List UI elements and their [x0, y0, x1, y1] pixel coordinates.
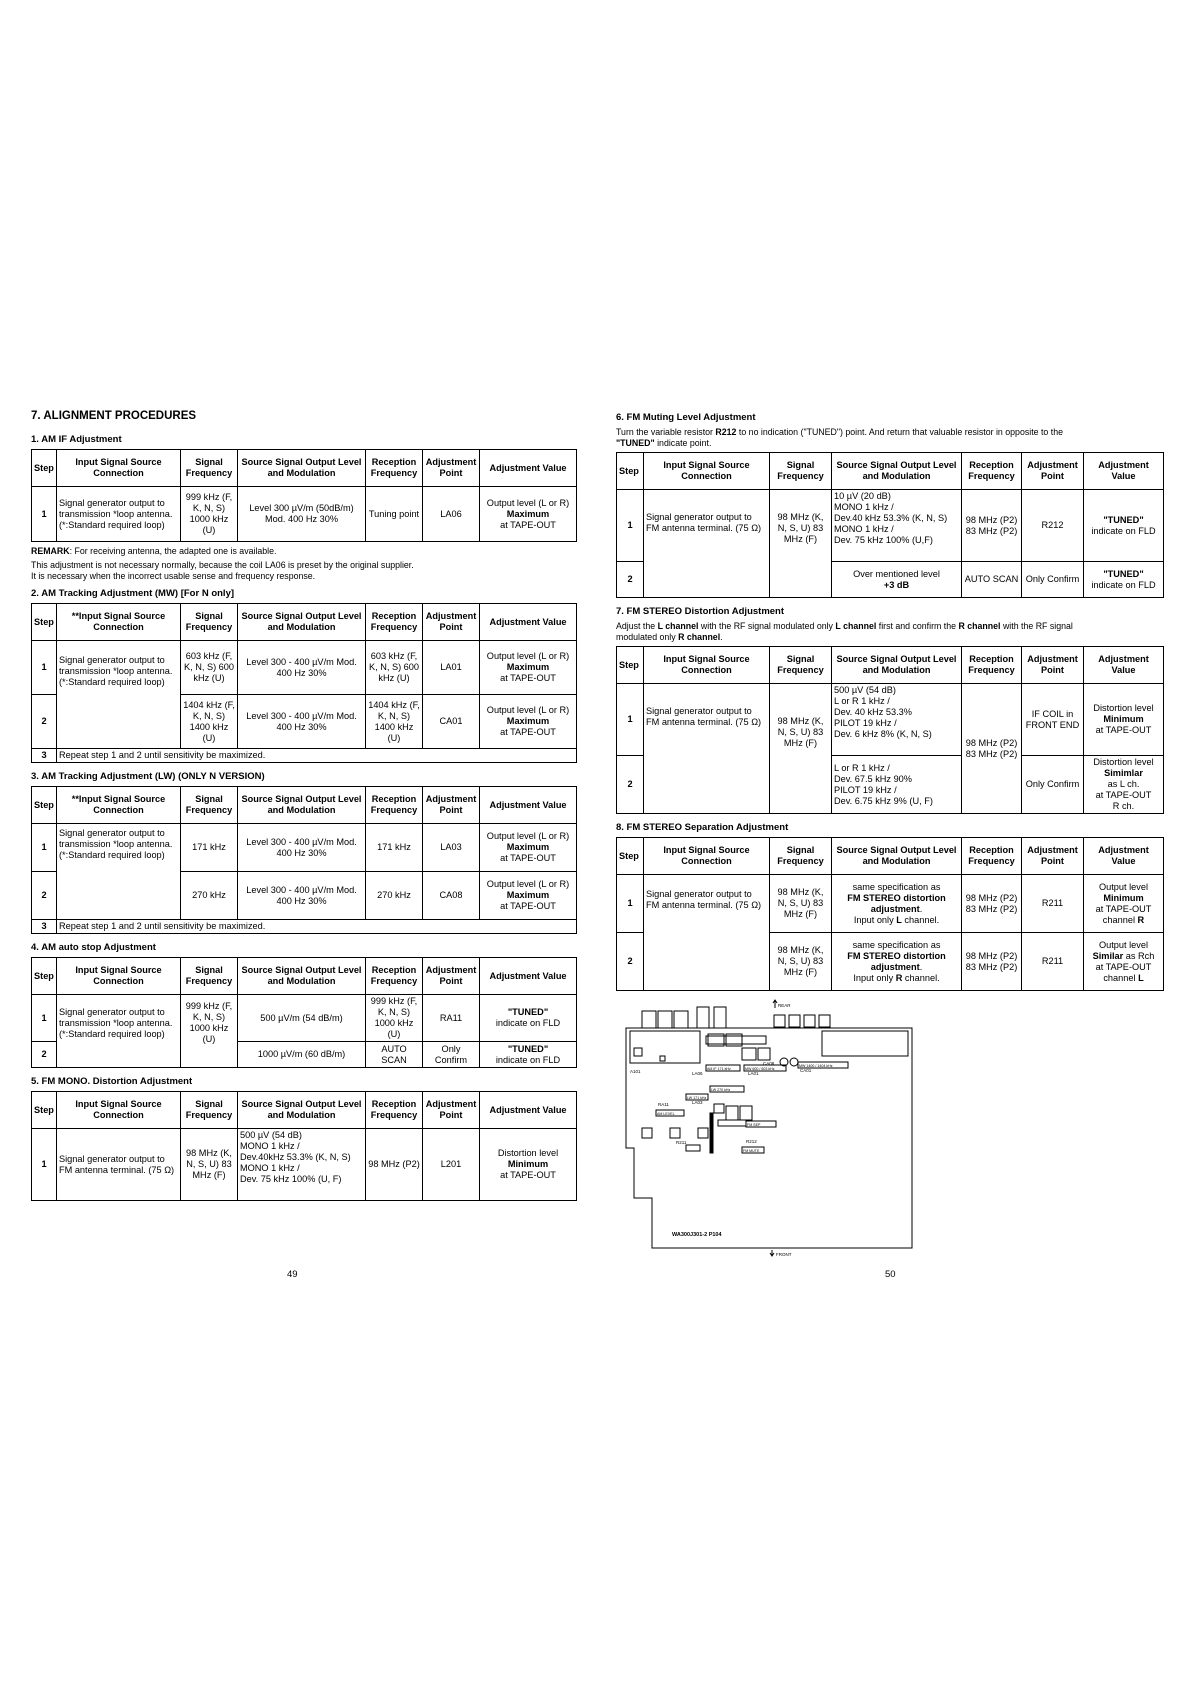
section-title-am-tracking-mw: 2. AM Tracking Adjustment (MW) [For N only] — [31, 588, 235, 599]
table-row: 2 1404 kHz (F, K, N, S) 1400 kHz (U) Level 300 - 400 µV/m Mod. 400 Hz 30% 1404 kHz (F, K, N, S) 1400 kHz (U) CA01 Output level (L or R) Maximum at TAPE-OUT — [32, 695, 577, 749]
svg-text:FM MUTE: FM MUTE — [743, 1149, 760, 1153]
table-row: 1 Signal generator output to transmission *loop antenna. (*:Standard required loop) 171 kHz Level 300 - 400 µV/m Mod. 400 Hz 30% 171 kHz LA03 Output level (L or R) Maximum at TAPE-OUT — [32, 824, 577, 872]
svg-text:RA11: RA11 — [658, 1102, 669, 1107]
table-row: 1 Signal generator output to transmission *loop antenna. (*:Standard required loop) 603 kHz (F, K, N, S) 600 kHz (U) Level 300 - 400 µV/m Mod. 400 Hz 30% 603 kHz (F, K, N, S) 600 kHz (U) LA01 Output level (L or R) Maximum at TAPE-OUT — [32, 641, 577, 695]
right-page — [616, 412, 1164, 999]
section-title-fm-muting: 6. FM Muting Level Adjustment — [616, 412, 756, 423]
table-header: Step Input Signal Source Connection Signal Frequency Source Signal Output Level and Modulation Reception Frequency Adjustment Point Adjustment Value — [617, 838, 1164, 875]
section-title-fm-stereo-separation: 8. FM STEREO Separation Adjustment — [616, 822, 789, 833]
svg-text:FM SEP: FM SEP — [747, 1123, 761, 1127]
section-title-am-if: 1. AM IF Adjustment — [31, 434, 122, 445]
table-am-auto-stop — [31, 957, 577, 1068]
table-row: 1 Signal generator output to FM antenna terminal. (75 Ω) 98 MHz (K, N, S, U) 83 MHz (F) same specification as FM STEREO distortion adjustment. Input only L channel. 98 MHz (P2) 83 MHz (P2) R211 Output level Minimum at TAPE-OUT channel R — [617, 875, 1164, 933]
svg-text:LA03: LA03 — [692, 1100, 703, 1105]
table-row: 2 98 MHz (K, N, S, U) 83 MHz (F) same specification as FM STEREO distortion adjustment. Input only R channel. 98 MHz (P2) 83 MHz (P2) R211 Output level Similar as Rch at TAPE-OUT channel L — [617, 933, 1164, 991]
table-row: 1 Signal generator output to transmission *loop antenna. (*:Standard required loop) 999 kHz (F, K, N, S) 1000 kHz (U) 500 µV/m (54 dB/m) 999 kHz (F, K, N, S) 1000 kHz (U) RA11 "TUNED" indicate on FLD — [32, 995, 577, 1042]
svg-text:A101: A101 — [630, 1069, 641, 1074]
table-header: Step Input Signal Source Connection Signal Frequency Source Signal Output Level and Modulation Reception Frequency Adjustment Point Adjustment Value — [617, 453, 1164, 490]
left-page — [31, 410, 577, 1209]
table-header: Step **Input Signal Source Connection Signal Frequency Source Signal Output Level and Modulation Reception Frequency Adjustment Point Adjustment Value — [32, 787, 577, 824]
table-am-if — [31, 449, 577, 542]
svg-text:AM IF 171 kHz: AM IF 171 kHz — [707, 1067, 731, 1071]
svg-text:LA01: LA01 — [748, 1071, 759, 1076]
rear-label: REAR — [778, 1003, 791, 1008]
svg-text:R211: R211 — [676, 1140, 687, 1145]
page-title: 7. ALIGNMENT PROCEDURES — [31, 410, 197, 422]
table-row: 1 Signal generator output to FM antenna terminal. (75 Ω) 98 MHz (K, N, S, U) 83 MHz (F) 10 µV (20 dB) MONO 1 kHz / Dev.40 kHz 53.3% (K, N, S) MONO 1 kHz / Dev. 75 kHz 100% (U,F) 98 MHz (P2) 83 MHz (P2) R212 "TUNED" indicate on FLD — [617, 490, 1164, 562]
note: This adjustment is not necessary normally, because the coil LA06 is preset by the original supplier. — [31, 560, 414, 570]
table-am-tracking-lw — [31, 786, 577, 934]
table-fm-mono — [31, 1091, 577, 1201]
table-row: 1 Signal generator output to transmission *loop antenna. (*:Standard required loop) 999 kHz (F, K, N, S) 1000 kHz (U) Level 300 µV/m (50dB/m) Mod. 400 Hz 30% Tuning point LA06 Output level (L or R) Maximum at TAPE-OUT — [32, 487, 577, 542]
section-title-fm-mono: 5. FM MONO. Distortion Adjustment — [31, 1076, 193, 1087]
section-title-am-tracking-lw: 3. AM Tracking Adjustment (LW) (ONLY N VERSION) — [31, 771, 265, 782]
table-row: 2 L or R 1 kHz / Dev. 67.5 kHz 90% PILOT 19 kHz / Dev. 6.75 kHz 9% (U, F) Only Confirm Distortion level Simimlar as L ch. at TAPE-OUT R ch. — [617, 756, 1164, 814]
section-title-am-auto-stop: 4. AM auto stop Adjustment — [31, 942, 156, 953]
table-header: Step Input Signal Source Connection Signal Frequency Source Signal Output Level and Modulation Reception Frequency Adjustment Point Adjustment Value — [32, 958, 577, 995]
instruction: Turn the variable resistor R212 to no indication ("TUNED") point. And return that valuable resistor in opposite to the "TUNED" indicate point. — [616, 427, 1063, 448]
svg-text:LA06: LA06 — [692, 1071, 703, 1076]
table-row: 2 Over mentioned level +3 dB AUTO SCAN Only Confirm "TUNED" indicate on FLD — [617, 562, 1164, 598]
table-row: 3 Repeat step 1 and 2 until sensitivity be maximized. — [32, 749, 577, 763]
front-label: FRONT — [776, 1252, 792, 1257]
page-number: 49 — [287, 1269, 298, 1280]
svg-text:LW 171 kHz: LW 171 kHz — [687, 1096, 707, 1100]
table-row: 2 270 kHz Level 300 - 400 µV/m Mod. 400 Hz 30% 270 kHz CA08 Output level (L or R) Maximum at TAPE-OUT — [32, 872, 577, 920]
page-number: 50 — [885, 1269, 896, 1280]
instruction: Adjust the L channel with the RF signal modulated only L channel first and confirm the R channel with the RF signal modulated only R channel. — [616, 621, 1073, 642]
svg-text:LW 270 kHz: LW 270 kHz — [711, 1088, 731, 1092]
table-am-tracking-mw — [31, 603, 577, 763]
table-header: Step Input Signal Source Connection Signal Frequency Source Signal Output Level and Modulation Reception Frequency Adjustment Point Adjustment Value — [32, 1092, 577, 1129]
svg-text:MW 1400 / 1404 kHz: MW 1400 / 1404 kHz — [799, 1064, 833, 1068]
table-fm-stereo-separation — [616, 837, 1164, 991]
table-row: 1 Signal generator output to FM antenna terminal. (75 Ω) 98 MHz (K, N, S, U) 83 MHz (F) 500 µV (54 dB) L or R 1 kHz / Dev. 40 kHz 53.3% PILOT 19 kHz / Dev. 6 kHz 8% (K, N, S) 98 MHz (P2) 83 MHz (P2) IF COIL in FRONT END Distortion level Minimum at TAPE-OUT — [617, 684, 1164, 756]
section-title-fm-stereo-distortion: 7. FM STEREO Distortion Adjustment — [616, 606, 785, 617]
svg-text:MW 600 / 603 kHz: MW 600 / 603 kHz — [745, 1067, 775, 1071]
table-row: 1 Signal generator output to FM antenna terminal. (75 Ω) 98 MHz (K, N, S, U) 83 MHz (F) 500 µV (54 dB) MONO 1 kHz / Dev.40kHz 53.3% (K, N, S) MONO 1 kHz / Dev. 75 kHz 100% (U, F) 98 MHz (P2) L201 Distortion level Minimum at TAPE-OUT — [32, 1129, 577, 1201]
board-label: WA300J301-2 P104 — [672, 1232, 722, 1238]
table-fm-muting — [616, 452, 1164, 598]
svg-text:R212: R212 — [746, 1139, 757, 1144]
table-row: 2 1000 µV/m (60 dB/m) AUTO SCAN Only Confirm "TUNED" indicate on FLD — [32, 1042, 577, 1068]
svg-text:CA01: CA01 — [800, 1068, 812, 1073]
pcb-layout-diagram — [622, 998, 920, 1258]
table-header: Step **Input Signal Source Connection Signal Frequency Source Signal Output Level and Modulation Reception Frequency Adjustment Point Adjustment Value — [32, 604, 577, 641]
table-header: Step Input Signal Source Connection Signal Frequency Source Signal Output Level and Modulation Reception Frequency Adjustment Point Adjustment Value — [32, 450, 577, 487]
table-header: Step Input Signal Source Connection Signal Frequency Source Signal Output Level and Modulation Reception Frequency Adjustment Point Adjustment Value — [617, 647, 1164, 684]
table-fm-stereo-distortion — [616, 646, 1164, 814]
note: It is necessary when the incorrect usable sense and frequency response. — [31, 571, 316, 581]
svg-text:AM LEVEL: AM LEVEL — [657, 1112, 675, 1116]
table-row: 3 Repeat step 1 and 2 until sensitivity be maximized. — [32, 920, 577, 934]
svg-text:CA08: CA08 — [763, 1061, 775, 1066]
remark: REMARK: For receiving antenna, the adapted one is available. — [31, 546, 277, 556]
